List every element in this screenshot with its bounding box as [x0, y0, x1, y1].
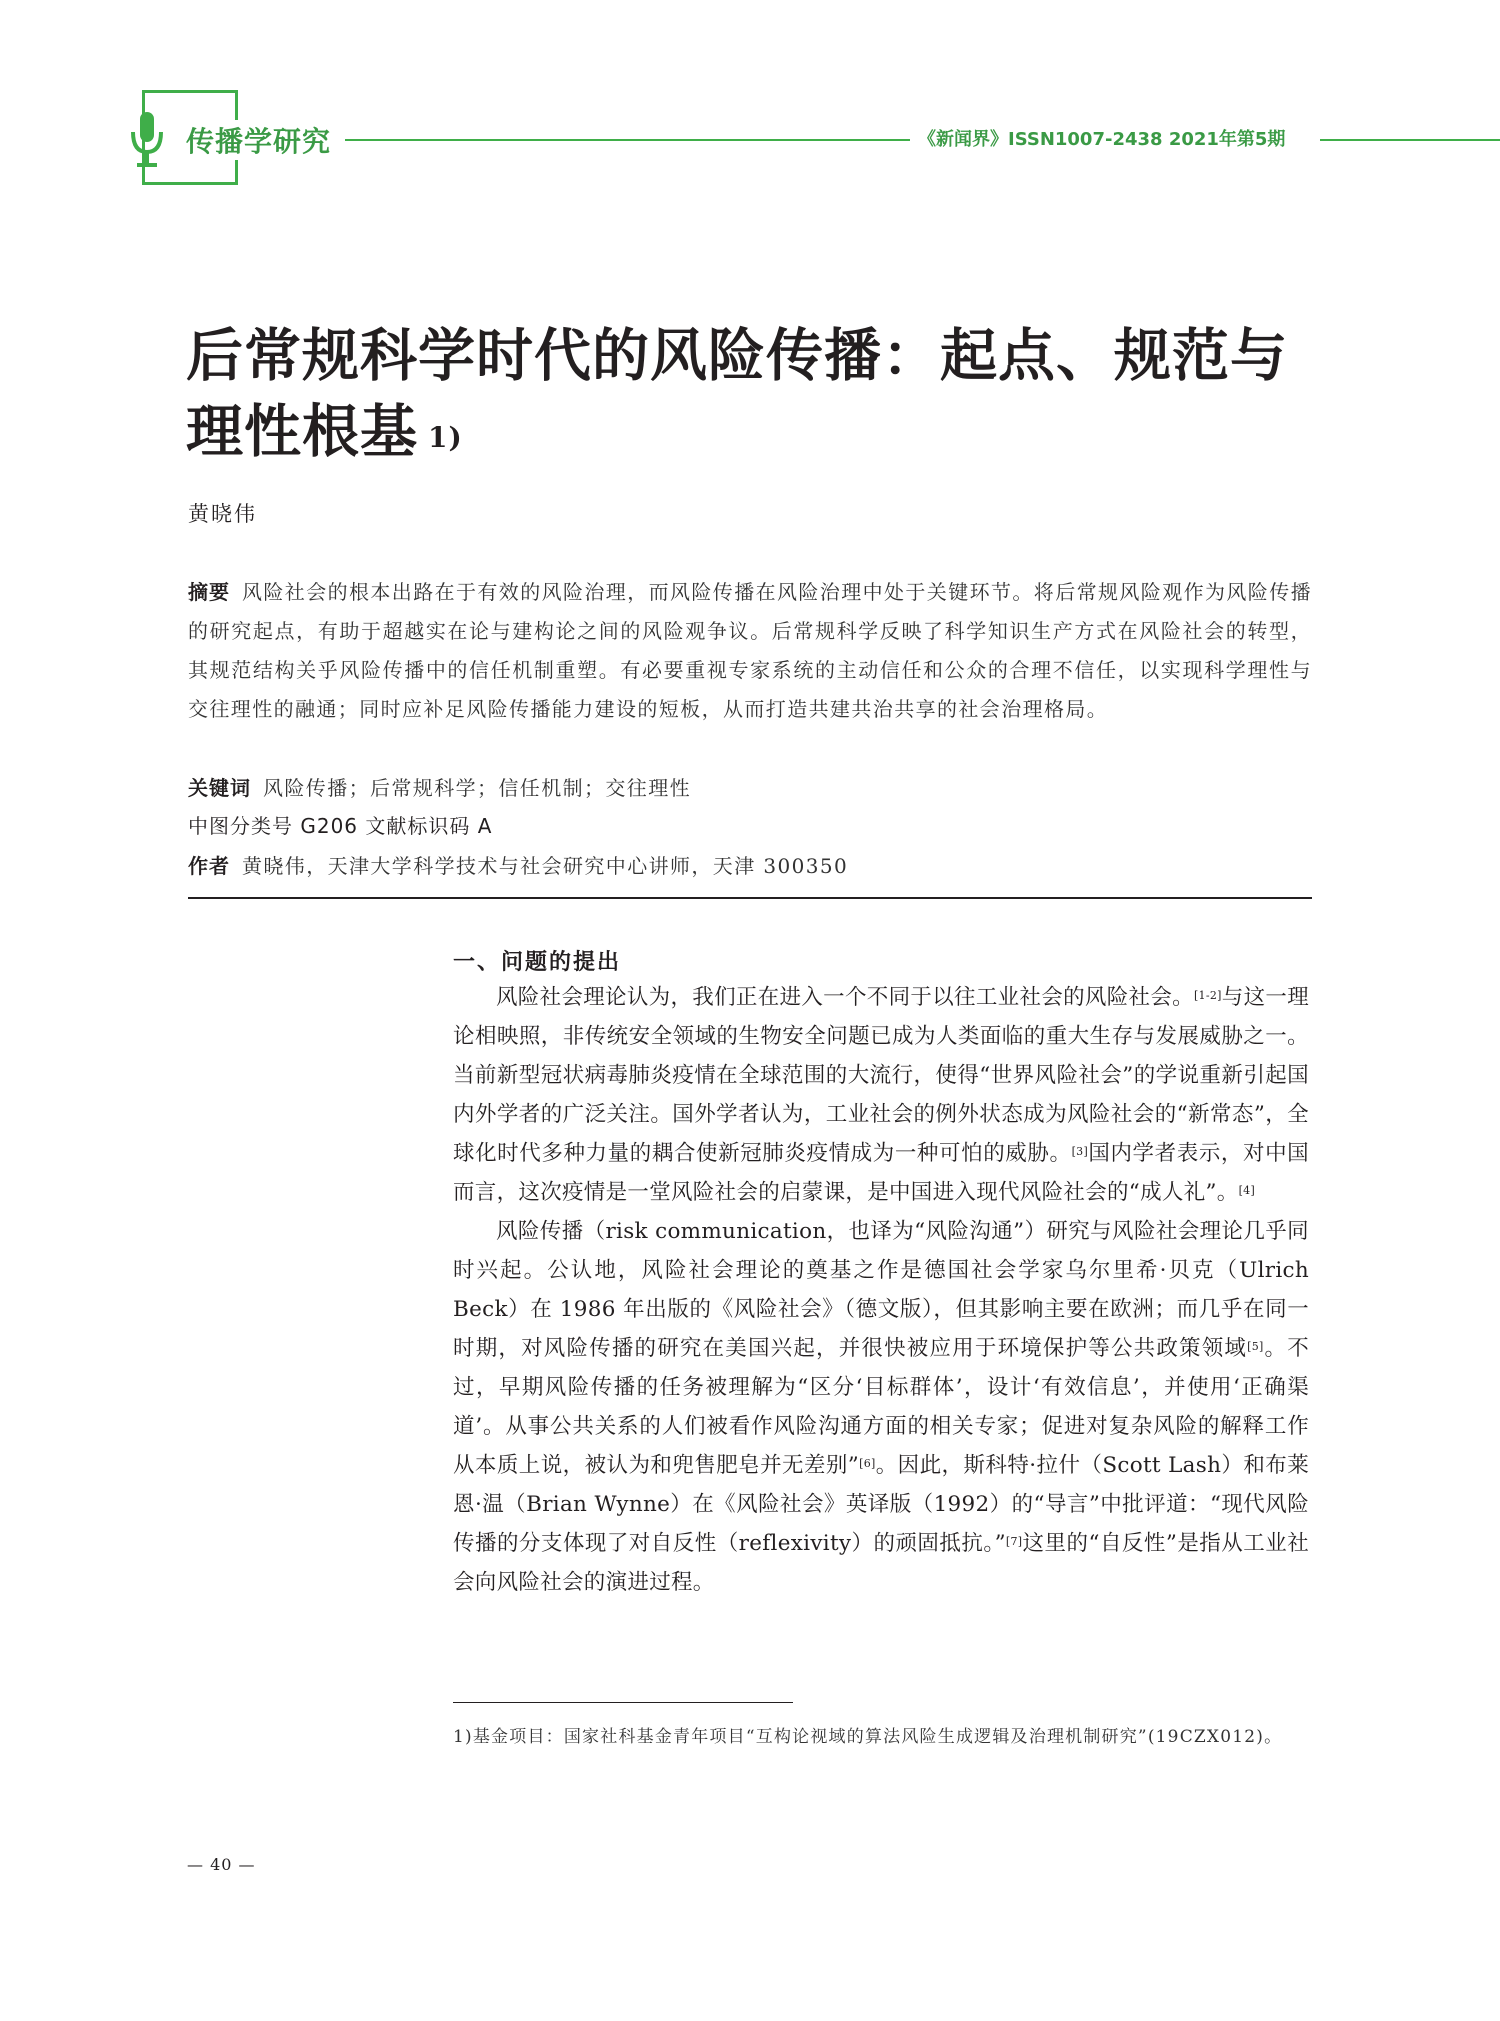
author-info-row [188, 850, 848, 879]
section-heading: 一、问题的提出 [453, 950, 622, 975]
section-label: 传播学研究 [180, 120, 337, 160]
title-footnote-mark: 1) [428, 421, 463, 454]
abstract-text: 风险社会的根本出路在于有效的风险治理，而风险传播在风险治理中处于关键环节。将后常规风险观作为风险传播的研究起点，有助于超越实在论与建构论之间的风险观争议。后常规科学反映了科学知识生产方式在风险社会的转型，其规范结构关乎风险传播中的信任机制重塑。有必要重视专家系统的主动信任和公众的合理不信任，以实现科学理性与交往理性的融通；同时应补足风险传播能力建设的短板，从而打造共建共治共享的社会治理格局。 [188, 580, 1312, 721]
p1-part-c: 国内学者表示，对中国而言，这次疫情是一堂风险社会的启蒙课，是中国进入现代风险社会的“成人礼”。 [453, 1141, 1309, 1205]
header-rule-left [345, 139, 910, 141]
author-name: 黄晓伟 [188, 502, 257, 526]
p1-part-b: 与这一理论相映照，非传统安全领域的生物安全问题已成为人类面临的重大生存与发展威胁之一。当前新型冠状病毒肺炎疫情在全球范围的大流行，使得“世界风险社会”的学说重新引起国内外学者的广泛关注。国外学者认为，工业社会的例外状态成为风险社会的“新常态”，全球化时代多种力量的耦合使新冠肺炎疫情成为一种可怕的威胁。 [453, 985, 1309, 1166]
citation-ref: [6] [859, 1457, 876, 1470]
p2-part-b: 。不过，早期风险传播的任务被理解为“区分‘目标群体’，设计‘有效信息’，并使用‘正确渠道’。从事公共关系的人们被看作风险沟通方面的相关专家；促进对复杂风险的解释工作从本质上说，被认为和兜售肥皂并无差别” [453, 1336, 1309, 1478]
citation-ref: [3] [1071, 1145, 1089, 1158]
p2-part-a: 风险传播（risk communication，也译为“风险沟通”）研究与风险社会理论几乎同时兴起。公认地，风险社会理论的奠基之作是德国社会学家乌尔里希·贝克（Ulrich Beck）在 1986 年出版的《风险社会》（德文版），但其影响主要在欧洲；而几乎在同一时期，对风险传播的研究在美国兴起，并很快被应用于环境保护等公共政策领域 [453, 1219, 1309, 1361]
footnote: 1)基金项目：国家社科基金青年项目“互构论视域的算法风险生成逻辑及治理机制研究”(19CZX012)。 [453, 1727, 1283, 1747]
page-number: — 40 — [187, 1855, 256, 1874]
abstract-divider [188, 897, 1312, 899]
classification-text: 中图分类号 G206 文献标识码 A [188, 814, 493, 838]
article-title [186, 318, 1326, 470]
journal-info: 《新闻界》ISSN1007-2438 2021年第5期 [918, 129, 1286, 150]
title-text: 后常规科学时代的风险传播：起点、规范与理性根基 [186, 322, 1288, 465]
header-rule-right [1320, 139, 1500, 141]
paragraph-2 [453, 1212, 1309, 1602]
author-info-text: 黄晓伟，天津大学科学技术与社会研究中心讲师，天津 300350 [242, 854, 849, 878]
footnote-rule [453, 1702, 793, 1703]
paragraph-1 [453, 978, 1309, 1212]
citation-ref: [4] [1238, 1184, 1256, 1197]
citation-ref: [1-2] [1193, 989, 1222, 1002]
keywords-label: 关键词 [188, 776, 251, 800]
classification-row [188, 810, 492, 839]
body-text [453, 978, 1309, 1602]
citation-ref: [7] [1005, 1535, 1023, 1548]
p1-part-a: 风险社会理论认为，我们正在进入一个不同于以往工业社会的风险社会。 [496, 985, 1194, 1010]
citation-ref: [5] [1247, 1340, 1264, 1353]
p2-part-c: 。因此，斯科特·拉什（Scott Lash）和布莱恩·温（Brian Wynne）在《风险社会》英译版（1992）的“导言”中批评道：“现代风险传播的分支体现了对自反性（reflexivity）的顽固抵抗。” [453, 1453, 1310, 1556]
keywords-text: 风险传播；后常规科学；信任机制；交往理性 [263, 776, 691, 800]
abstract-label: 摘要 [188, 580, 230, 604]
p2-part-d: 这里的“自反性”是指从工业社会向风险社会的演进过程。 [453, 1531, 1310, 1595]
author-info-label: 作者 [188, 854, 230, 878]
keywords-row [188, 772, 691, 801]
microphone-icon [130, 110, 164, 170]
abstract [188, 573, 1312, 729]
